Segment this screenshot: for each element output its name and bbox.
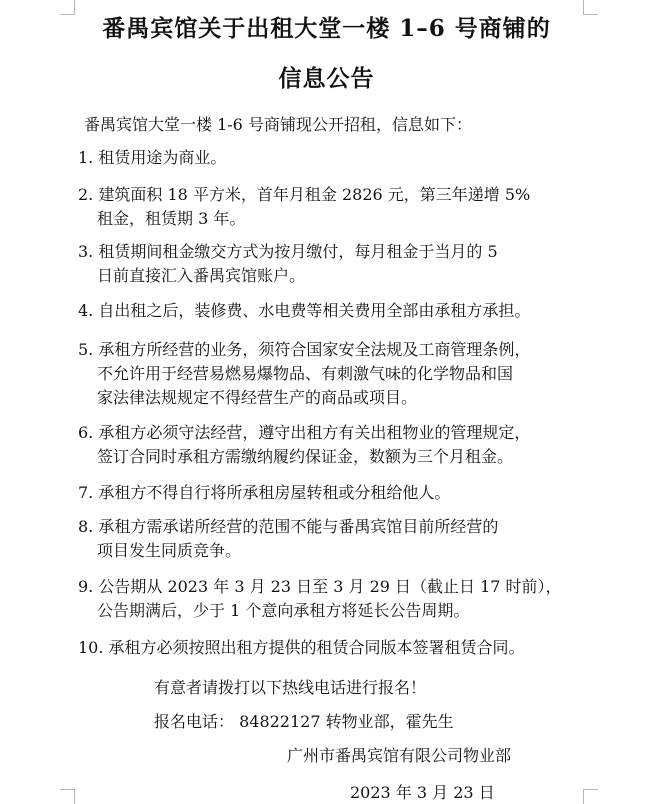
notice-item-line: 9. 公告期从 2023 年 3 月 23 日至 3 月 29 日（截止日 17 时前），	[78, 577, 562, 596]
notice-item-7	[78, 481, 598, 505]
notice-item-2	[78, 183, 598, 231]
notice-item-line: 6. 承租方必须守法经营，遵守出租方有关出租物业的管理规定，	[78, 423, 531, 442]
notice-item-line: 10. 承租方必须按照出租方提供的租赁合同版本签署租赁合同。	[78, 638, 525, 657]
notice-item-line: 签订合同时承租方需缴纳履约保证金，数额为三个月租金。	[97, 447, 514, 466]
notice-item-5	[78, 338, 598, 410]
issue-date: 2023 年 3 月 23 日	[350, 783, 495, 802]
notice-title-line-2: 信息公告	[278, 65, 375, 92]
page-corner-mark-bottom-right	[583, 789, 598, 804]
notice-item-line: 租金，租赁期 3 年。	[97, 209, 246, 228]
notice-item-line: 3. 租赁期间租金缴交方式为按月缴付，每月租金于当月的 5	[78, 242, 498, 261]
notice-item-1	[78, 146, 598, 170]
notice-item-line: 2. 建筑面积 18 平方米，首年月租金 2826 元，第三年递增 5%	[78, 185, 531, 204]
notice-item-line: 家法律法规规定不得经营生产的商品或项目。	[97, 388, 418, 407]
notice-item-8	[78, 515, 598, 563]
notice-item-4	[78, 299, 598, 323]
notice-item-6	[78, 421, 598, 469]
notice-item-line: 8. 承租方需承诺所经营的范围不能与番禺宾馆目前所经营的	[78, 517, 499, 536]
registration-phone: 报名电话： 84822127 转物业部，霍先生	[154, 712, 454, 731]
notice-item-10	[78, 636, 598, 660]
notice-title-line-1: 番禺宾馆关于出租大堂一楼 1–6 号商铺的	[102, 15, 551, 42]
issuer-organization: 广州市番禺宾馆有限公司物业部	[287, 746, 512, 765]
notice-item-line: 公告期满后，少于 1 个意向承租方将延长公告周期。	[97, 601, 470, 620]
notice-item-3	[78, 240, 598, 288]
notice-item-line: 5. 承租方所经营的业务，须符合国家安全法规及工商管理条例，	[78, 340, 531, 359]
notice-item-line: 日前直接汇入番禺宾馆账户。	[97, 266, 306, 285]
notice-intro: 番禺宾馆大堂一楼 1-6 号商铺现公开招租，信息如下：	[84, 115, 472, 134]
notice-item-line: 7. 承租方不得自行将所承租房屋转租或分租给他人。	[78, 483, 451, 502]
registration-invitation: 有意者请拨打以下热线电话进行报名！	[154, 678, 427, 697]
notice-item-line: 不允许用于经营易燃易爆物品、有刺激气味的化学物品和国	[97, 364, 514, 383]
notice-item-line: 1. 租赁用途为商业。	[78, 148, 227, 167]
notice-item-line: 4. 自出租之后，装修费、水电费等相关费用全部由承租方承担。	[78, 301, 531, 320]
notice-item-9	[78, 575, 598, 623]
page-corner-mark-bottom-left	[60, 789, 75, 804]
notice-item-line: 项目发生同质竞争。	[97, 541, 242, 560]
